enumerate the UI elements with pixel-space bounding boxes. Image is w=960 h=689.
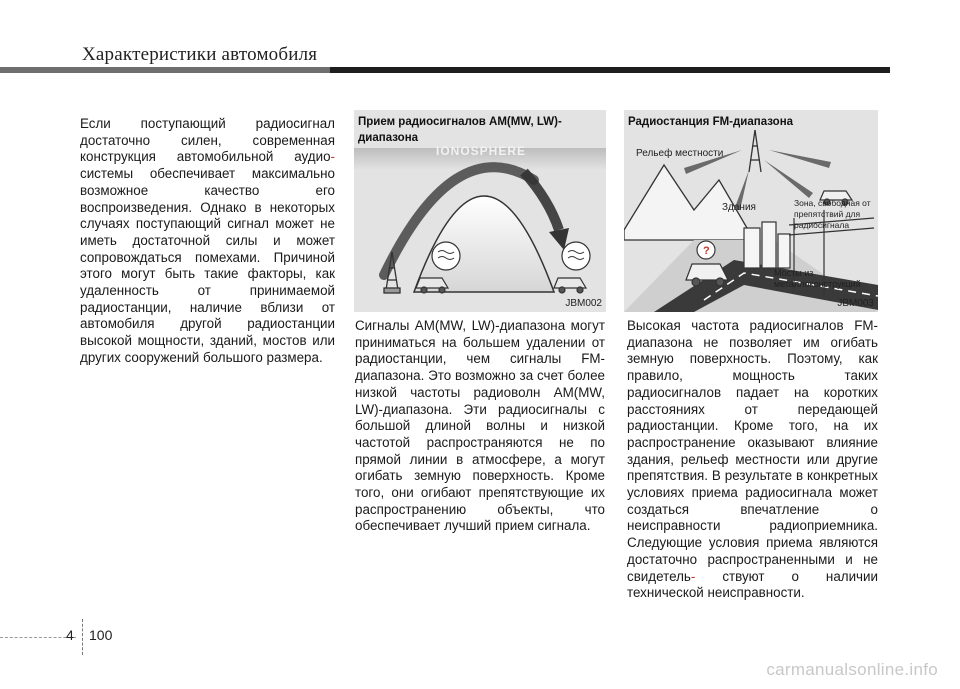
figure-fm-station	[624, 110, 878, 312]
figure1-title: Прием радиосигналов AM(MW, LW)-диапазона	[358, 116, 562, 144]
figure-am-reception	[354, 110, 606, 312]
figure1-code: JBM002	[565, 298, 602, 309]
footer-divider	[82, 619, 84, 655]
wave-arrow-2	[524, 172, 559, 230]
body-text-column-1	[80, 116, 335, 367]
figure2-title: Радиостанция FM-диапазона	[628, 116, 794, 128]
col3-hyphen: -	[690, 568, 696, 584]
body-text-column-2: Сигналы AM(MW, LW)-диапазона могут приниматься на большем удалении от радиостанции, чем сигналы FM-диапазона. Это возможно за счет более низкой частоты радиоволн AM(MW, LW)-диапазона. Эти радиосигналы с большой длиной волны и низкой частотой распространяются не по прямой линии в атмосфере, а могут огибать земную поверхность. Кроме того, они огибают препятствующие их распространению объекты, что обеспечивает лучший прием сигнала.	[355, 318, 605, 534]
body-text-column-3	[627, 318, 878, 602]
col3-text-b: ствуют о наличии технической неисправности.	[627, 568, 878, 601]
bridges-label: Мосты из металлоконструкций	[774, 268, 861, 289]
col1-text-b: системы обеспечивает максимально возможное качество его воспроизведения. Однако в некоторых случаях поступающий сигнал может не иметь достаточной силы и может сопровождаться помехами. Причиной этого могут быть такие факторы, как удаленность от принимаемой радиостанции, наличие вблизи от автомобиля другой радиостанции высокой мощности, зданий, мостов или других сооружений большого размера.	[80, 166, 335, 365]
ionosphere-label: IONOSPHERE	[436, 144, 527, 158]
buildings-label: Здания	[722, 202, 756, 213]
svg-text:?: ?	[703, 245, 710, 257]
free-zone-label: Зона, свободная от препятствий для радиосигнала	[794, 198, 871, 230]
page-number: 100	[89, 627, 113, 643]
col1-text-a: Если поступающий радиосигнал достаточно силен, современная конструкция автомобильной аудио	[80, 116, 335, 165]
signal-bubble-left	[432, 242, 460, 270]
header-rule	[0, 67, 890, 73]
car-right	[554, 278, 586, 293]
fm-tower	[749, 130, 761, 172]
figure2-code: JBM003	[837, 298, 874, 309]
signal-bubble-right	[562, 242, 590, 270]
footer-rule	[0, 637, 76, 638]
building-group	[744, 222, 790, 268]
col3-text-a: Высокая частота радиосигналов FM-диапазона не позволяет им огибать земную поверхность. Поэтому, как правило, мощность таких радиосигналов падает на коротких расстояниях от передающей радиостанции. Кроме того, на их распространение оказывают влияние здания, рельеф местности или другие препятствия. В результате в конкретных условиях приема радиосигнала может создаться впечатление о неисправности радиоприемника. Следующие условия приема являются достаточно распространенными и не свидетель	[627, 318, 878, 584]
watermark: carmanualsonline.info	[766, 660, 938, 679]
page-header-title: Характеристики автомобиля	[82, 44, 318, 65]
col1-hyphen: -	[330, 149, 335, 165]
chapter-number: 4	[66, 627, 74, 643]
terrain-label: Рельеф местности	[636, 148, 724, 159]
